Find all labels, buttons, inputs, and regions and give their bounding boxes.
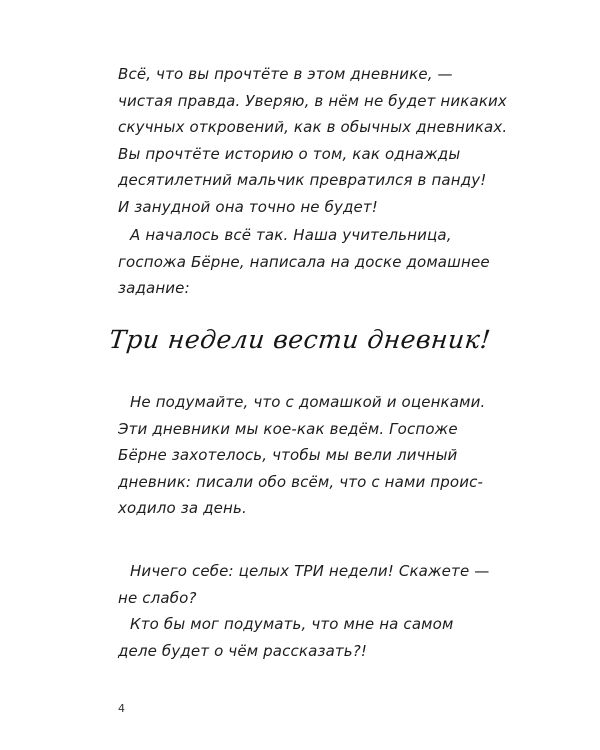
text-line: деле будет о чём рассказать?! (118, 641, 368, 660)
text-line: десятилетний мальчик превратился в панду! (118, 171, 487, 190)
text-line: И занудной она точно не будет! (118, 197, 378, 216)
text-line: дневник: писали обо всём, что с нами проис- (118, 472, 484, 491)
text-line: Эти дневники мы кое-как ведём. Госпоже (118, 419, 458, 438)
text-line: Ничего себе: целых ТРИ недели! Скажете — (130, 562, 490, 580)
paragraph-diary-explanation (118, 389, 548, 522)
text-line: задание: (118, 279, 190, 298)
text-line: А началось всё так. Наша учительница, (130, 226, 452, 244)
text-line: Не подумайте, что с домашкой и оценками. (130, 393, 486, 411)
text-line: Всё, что вы прочтёте в этом дневнике, — (118, 65, 453, 83)
text-line: ходило за день. (118, 499, 247, 518)
text-line: Кто бы мог подумать, что мне на самом (130, 615, 454, 634)
paragraph-three-weeks (118, 558, 548, 664)
paragraph-intro (118, 61, 548, 221)
page-number: 4 (118, 702, 125, 715)
text-line: госпожа Бёрне, написала на доске домашнее (118, 252, 490, 271)
text-line: Вы прочтёте историю о том, как однажды (118, 144, 461, 163)
text-line: чистая правда. Уверяю, в нём не будет никаких (118, 91, 507, 110)
board-handwritten-text: Три недели вести дневник! (107, 325, 493, 354)
text-line: скучных откровений, как в обычных дневниках. (118, 118, 508, 137)
text-line: не слабо? (118, 588, 197, 607)
text-line: Бёрне захотелось, чтобы мы вели личный (118, 446, 458, 465)
paragraph-homework (118, 222, 548, 302)
